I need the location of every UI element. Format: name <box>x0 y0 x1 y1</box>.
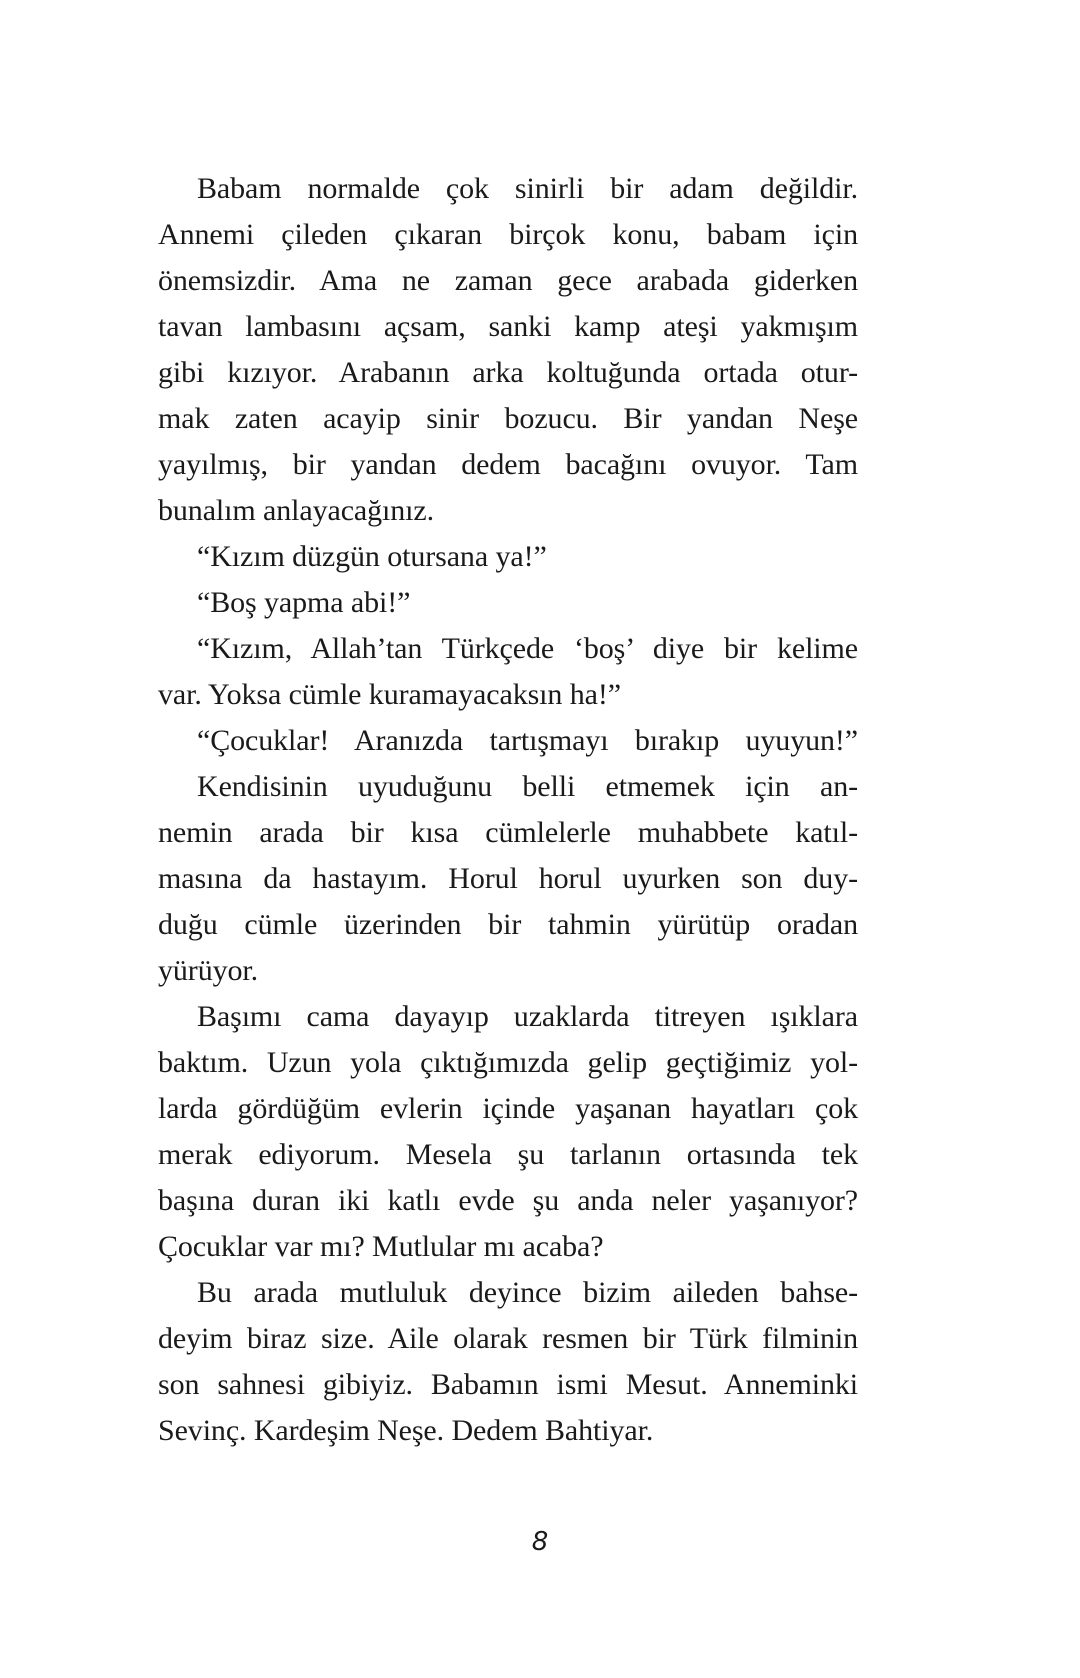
text-line: nemin arada bir kısa cümlelerle muhabbete katıl- <box>158 816 858 849</box>
text-line: tavan lambasını açsam, sanki kamp ateşi yakmışım <box>158 310 858 343</box>
text-line: Sevinç. Kardeşim Neşe. Dedem Bahtiyar. <box>158 1414 654 1447</box>
text-line: deyim biraz size. Aile olarak resmen bir Türk filminin <box>158 1322 858 1355</box>
text-line: larda gördüğüm evlerin içinde yaşanan hayatları çok <box>158 1092 858 1125</box>
text-line: Çocuklar var mı? Mutlular mı acaba? <box>158 1230 604 1263</box>
text-line: bunalım anlayacağınız. <box>158 494 435 527</box>
page-number: 8 <box>531 1527 549 1557</box>
text-line: Babam normalde çok sinirli bir adam değildir. <box>197 172 858 205</box>
text-line: önemsizdir. Ama ne zaman gece arabada giderken <box>158 264 858 297</box>
text-line: yürüyor. <box>158 954 259 987</box>
text-line: merak ediyorum. Mesela şu tarlanın ortasında tek <box>158 1138 858 1171</box>
text-line: son sahnesi gibiyiz. Babamın ismi Mesut. Anneminki <box>158 1368 858 1401</box>
text-line: masına da hastayım. Horul horul uyurken son duy- <box>158 862 858 895</box>
dialogue-line: var. Yoksa cümle kuramayacaksın ha!” <box>158 678 621 711</box>
text-line: duğu cümle üzerinden bir tahmin yürütüp oradan <box>158 908 858 941</box>
body-text <box>158 166 858 1454</box>
text-line: Annemi çileden çıkaran birçok konu, babam için <box>158 218 858 251</box>
text-line: mak zaten acayip sinir bozucu. Bir yandan Neşe <box>158 402 858 435</box>
text-line: Kendisinin uyuduğunu belli etmemek için an- <box>197 770 858 803</box>
dialogue-line: “Boş yapma abi!” <box>197 586 411 619</box>
text-line: Başımı cama dayayıp uzaklarda titreyen ışıklara <box>197 1000 858 1033</box>
text-line: gibi kızıyor. Arabanın arka koltuğunda ortada otur- <box>158 356 858 389</box>
text-line: başına duran iki katlı evde şu anda neler yaşanıyor? <box>158 1184 858 1217</box>
text-line: Bu arada mutluluk deyince bizim aileden bahse- <box>197 1276 858 1309</box>
dialogue-line: “Çocuklar! Aranızda tartışmayı bırakıp uyuyun!” <box>197 724 858 757</box>
dialogue-line: “Kızım düzgün otursana ya!” <box>197 540 547 573</box>
text-line: baktım. Uzun yola çıktığımızda gelip geçtiğimiz yol- <box>158 1046 858 1079</box>
text-line: yayılmış, bir yandan dedem bacağını ovuyor. Tam <box>158 448 858 481</box>
dialogue-line: “Kızım, Allah’tan Türkçede ‘boş’ diye bir kelime <box>197 632 858 665</box>
